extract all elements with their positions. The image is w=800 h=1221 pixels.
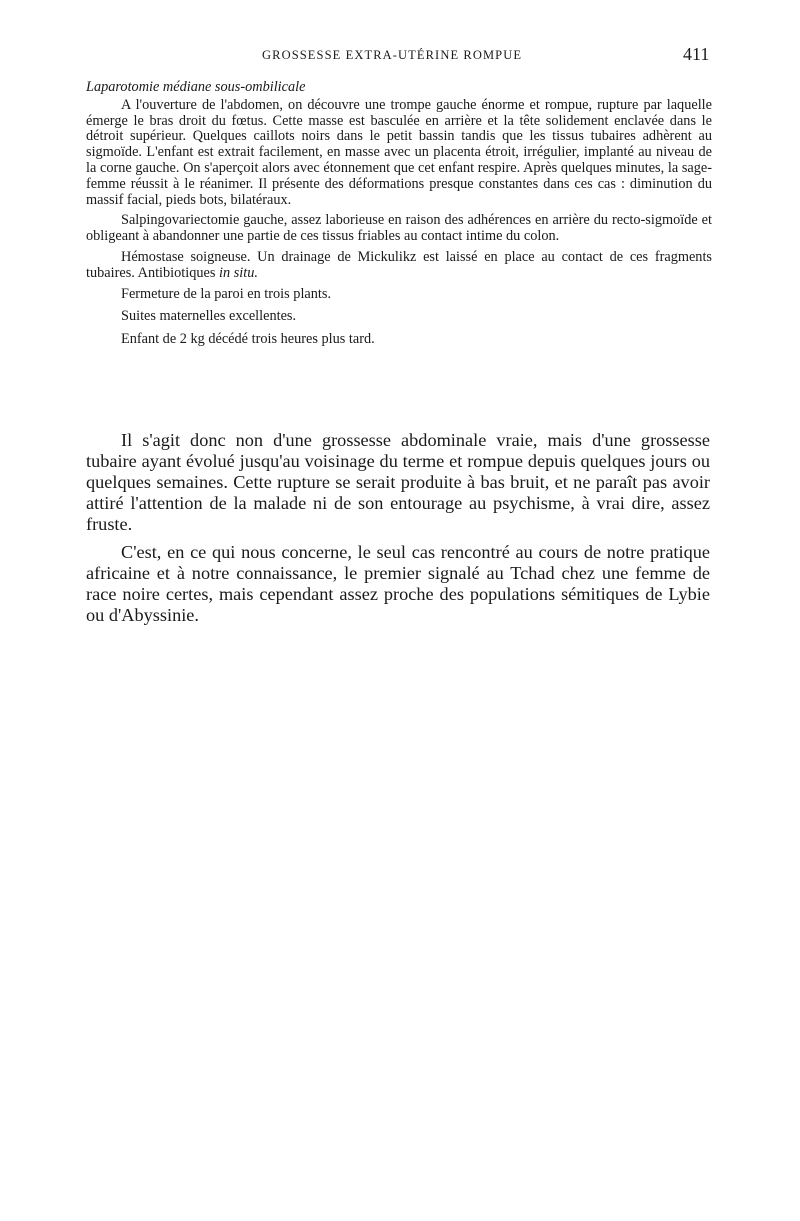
line-closure: Fermeture de la paroi en trois plants.: [121, 285, 332, 302]
section-heading: Laparotomie médiane sous-ombilicale: [86, 79, 306, 95]
line-infant-outcome: Enfant de 2 kg décédé trois heures plus tard.: [121, 331, 375, 348]
paragraph-hemostasis: [86, 250, 712, 282]
hemostasis-text: Hémostase soigneuse. Un drainage de Mickulikz est laissé en place au contact de ces fragments tubaires. Antibiotiques: [86, 248, 712, 281]
paragraph-salpingectomy: Salpingovariectomie gauche, assez laborieuse en raison des adhérences en arrière du recto-sigmoïde et obligeant à abandonner une partie de ces tissus friables au contact intime du colon.: [86, 212, 712, 245]
in-situ-italic: in situ.: [219, 264, 258, 281]
page-number: 411: [683, 44, 710, 64]
discussion: [86, 430, 710, 633]
paragraph-operation-findings: A l'ouverture de l'abdomen, on découvre une trompe gauche énorme et rompue, rupture par laquelle émerge le bras droit du fœtus. Cette masse est basculée en arrière et la tête solidement enclavée dans le détroit supérieur. Quelques caillots noirs dans le petit bassin tandis que les tissus tubaires adhèrent au sigmoïde. L'enfant est extrait facilement, en masse avec un placenta étroit, irrégulier, implanté au niveau de la corne gauche. On s'aperçoit alors avec étonnement que cet enfant respire. Après quelques minutes, la sage-femme réussit à le réanimer. Il présente des déformations presque constantes dans ces cas : diminution du massif facial, pieds bots, bilatéraux.: [86, 96, 712, 208]
paragraph-discussion-rarity: C'est, en ce qui nous concerne, le seul cas rencontré au cours de notre pratique africaine et à notre connaissance, le premier signalé au Tchad chez une femme de race noire certes, mais cependant assez proche des populations sémitiques de Lybie ou d'Abyssinie.: [86, 542, 710, 625]
operation-report: [86, 80, 712, 355]
paragraph-discussion-diagnosis: Il s'agit donc non d'une grossesse abdominale vraie, mais d'une grossesse tubaire ayant évolué jusqu'au voisinage du terme et rompue depuis quelques jours ou quelques semaines. Cette rupture se serait produite à bas bruit, et ne paraît pas avoir attiré l'attention de la malade ni de son entourage au psychisme, à vrai dire, assez fruste.: [86, 430, 710, 534]
line-maternal-outcome: Suites maternelles excellentes.: [121, 308, 297, 325]
running-title: GROSSESSE EXTRA-UTÉRINE ROMPUE: [262, 48, 523, 62]
running-header: [0, 46, 800, 68]
